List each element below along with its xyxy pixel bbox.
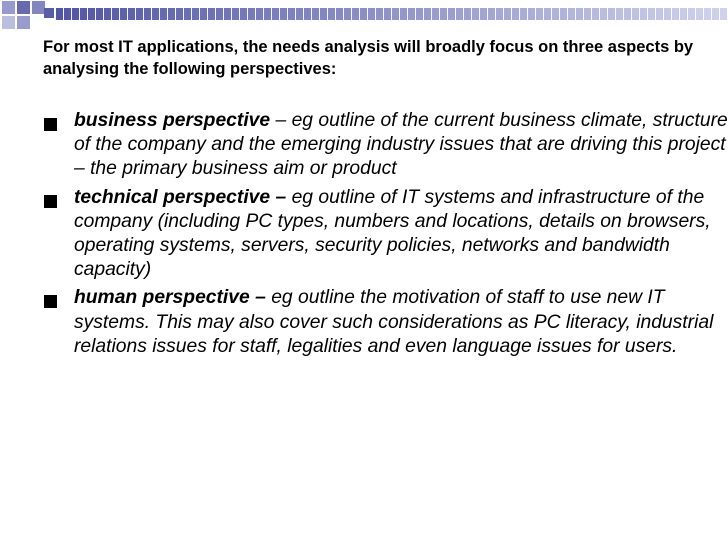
band-square [512,8,519,20]
band-square [152,8,159,20]
band-square [296,8,303,20]
band-square [536,8,543,20]
band-square [17,16,30,29]
band-square [544,8,551,20]
band-square [344,8,351,20]
band-square [184,8,191,20]
band-square [17,1,30,14]
band-square [384,8,391,20]
band-square [568,8,575,20]
band-square [528,8,535,20]
band-square [216,8,223,20]
band-square [576,8,583,20]
band-square [232,8,239,20]
band-square [552,8,559,20]
band-square [112,8,119,20]
band-square [336,8,343,20]
band-square [272,8,279,20]
band-square [352,8,359,20]
slide-heading: For most IT applications, the needs analysis will broadly focus on three aspects by analysing the following perspectives: [43,38,694,78]
band-square [408,8,415,20]
list-item-human-perspective [44,286,728,359]
band-square [2,16,15,29]
band-square [256,8,263,20]
term-human-perspective: human perspective – [74,287,266,309]
band-square [288,8,295,20]
band-square [424,8,431,20]
bullet-description: eg outline of IT systems and infrastructure of the company (including PC types, numbers and locations, details on browsers, operating systems, servers, security policies, networks and bandwidth capacity) [74,186,711,281]
band-square [32,1,45,14]
band-square [104,8,111,20]
band-square [656,8,663,20]
band-square [56,8,63,20]
band-square [328,8,335,20]
band-square [160,8,167,20]
term-business-perspective: business perspective [74,110,271,131]
band-square [608,8,615,20]
term-separator: – [270,110,292,131]
band-square [72,8,79,20]
band-square [480,8,487,20]
band-square [312,8,319,20]
band-square [712,8,719,20]
band-square [432,8,439,20]
band-square [440,8,447,20]
decorative-square-band [0,0,728,38]
band-square [368,8,375,20]
band-square [688,8,695,20]
band-square [2,1,15,14]
band-square [640,8,647,20]
square-bullet-icon [44,195,57,208]
band-square [592,8,599,20]
band-square [680,8,687,20]
band-square [672,8,679,20]
list-item-technical-perspective [44,186,728,283]
band-square [240,8,247,20]
square-bullet-icon [44,295,57,308]
band-square [248,8,255,20]
band-square [520,8,527,20]
band-square [376,8,383,20]
band-square [696,8,703,20]
list-item-business-perspective [44,109,728,182]
band-square [44,8,54,18]
band-square [560,8,567,20]
band-square [472,8,479,20]
bullet-description: eg outline of the current business climate, structure of the company and the emerging industry issues that are driving this project – the primary business aim or product [74,110,728,180]
band-square [600,8,607,20]
bullet-description: eg outline the motivation of staff to use new IT systems. This may also cover such considerations as PC literacy, industrial relations issues for staff, legalities and even language issues for users. [74,287,714,357]
band-square [120,8,127,20]
band-square [64,8,71,20]
band-square [80,8,87,20]
band-square [392,8,399,20]
band-square [704,8,711,20]
band-square [456,8,463,20]
square-bullet-icon [44,118,57,131]
band-square [176,8,183,20]
term-technical-perspective: technical perspective – [74,186,287,208]
band-square [584,8,591,20]
band-square [208,8,215,20]
band-square [360,8,367,20]
band-square [192,8,199,20]
band-square [320,8,327,20]
band-square [624,8,631,20]
band-square [224,8,231,20]
band-square [632,8,639,20]
band-square [96,8,103,20]
band-square [448,8,455,20]
band-square [136,8,143,20]
band-square [720,8,727,20]
band-square [400,8,407,20]
perspective-list [44,109,728,363]
band-square [144,8,151,20]
band-square [200,8,207,20]
band-square [168,8,175,20]
band-square [128,8,135,20]
band-square [616,8,623,20]
band-square [664,8,671,20]
band-square [648,8,655,20]
band-square [504,8,511,20]
band-square [488,8,495,20]
band-square [280,8,287,20]
band-square [304,8,311,20]
band-square [88,8,95,20]
band-square [464,8,471,20]
band-square [264,8,271,20]
band-square [416,8,423,20]
band-square [496,8,503,20]
